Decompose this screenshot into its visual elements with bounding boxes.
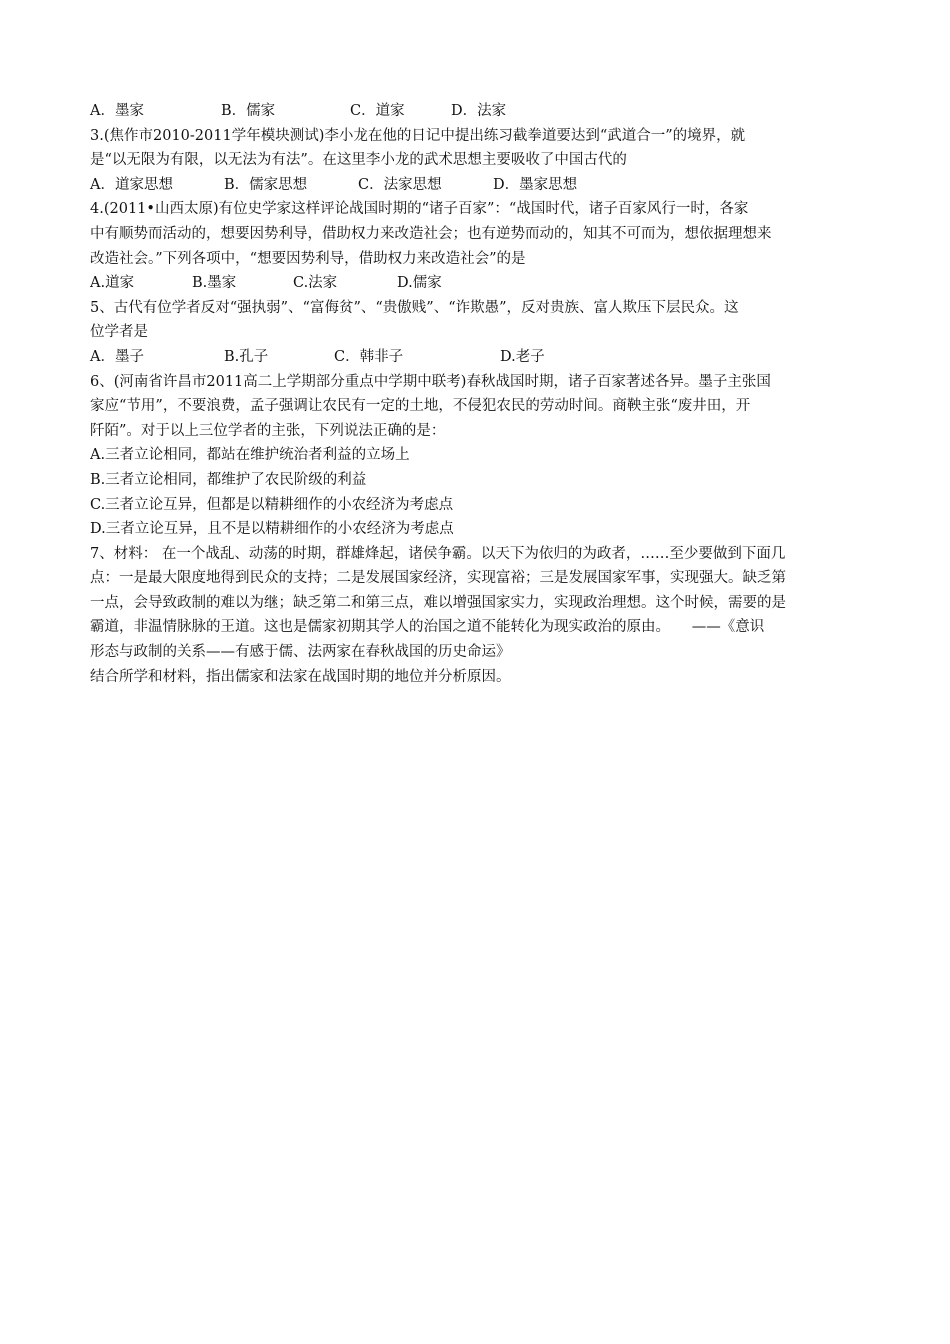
- q6-line-1: 6、(河南省许昌市2011高二上学期部分重点中学期中联考)春秋战国时期，诸子百家著述各异。墨子主张国: [90, 373, 771, 390]
- q4-line-2: 中有顺势而活动的，想要因势利导，借助权力来改造社会；也有逆势而动的，知其不可而为，想依据理想来: [90, 225, 772, 242]
- q6-option-b: B.三者立论相同，都维护了农民阶级的利益: [90, 471, 367, 488]
- q3-options: [90, 173, 865, 198]
- q5-option-a: A．墨子: [90, 348, 144, 365]
- q3-line-1: 3.(焦作市2010-2011学年模块测试)李小龙在他的日记中提出练习截拳道要达到“武道合一”的境界，就: [90, 127, 746, 144]
- q2-option-b: B．儒家: [221, 103, 276, 119]
- q4-option-c: C.法家: [293, 275, 338, 292]
- q4-option-d: D.儒家: [397, 275, 442, 292]
- q7-line-5: 形态与政制的关系——有感于儒、法两家在春秋战国的历史命运》: [90, 644, 511, 661]
- q6-option-c: C.三者立论互异，但都是以精耕细作的小农经济为考虑点: [90, 496, 454, 513]
- q7-line-6: 结合所学和材料，指出儒家和法家在战国时期的地位并分析原因。: [90, 668, 511, 685]
- q5-option-c: C．韩非子: [334, 348, 404, 365]
- q6-line-3: 阡陌”。对于以上三位学者的主张，下列说法正确的是：: [90, 422, 446, 439]
- question-6: [90, 370, 865, 542]
- q3-option-b: B．儒家思想: [224, 176, 308, 193]
- question-7: [90, 542, 865, 690]
- q4-line-3: 改造社会。”下列各项中，“想要因势利导，借助权力来改造社会”的是: [90, 250, 526, 267]
- q3-option-c: C．法家思想: [358, 176, 442, 193]
- q2-options: [90, 99, 865, 124]
- q2-option-d: D．法家: [451, 103, 507, 119]
- q4-options: [90, 271, 865, 296]
- q5-options: [90, 345, 865, 370]
- question-5: [90, 296, 865, 370]
- q2-option-a: A．墨家: [90, 103, 144, 119]
- q5-option-d: D.老子: [500, 348, 545, 365]
- q6-line-2: 家应“节用”，不要浪费，孟子强调让农民有一定的土地，不侵犯农民的劳动时间。商鞅主张“废井田，开: [90, 398, 751, 415]
- q2-option-c: C．道家: [350, 103, 405, 119]
- q7-line-4: 霸道，非温情脉脉的王道。这也是儒家初期其学人的治国之道不能转化为现实政治的原由。 ——《意识: [90, 619, 765, 636]
- q7-line-2: 点：一是最大限度地得到民众的支持；二是发展国家经济，实现富裕；三是发展国家军事，实现强大。缺乏第: [90, 570, 786, 587]
- q5-line-1: 5、古代有位学者反对“强执弱”、“富侮贫”、“贵傲贱”、“诈欺愚”，反对贵族、富人欺压下层民众。这: [90, 299, 739, 316]
- q4-line-1: 4.(2011•山西太原)有位史学家这样评论战国时期的“诸子百家”：“战国时代，诸子百家风行一时，各家: [90, 201, 749, 218]
- q4-option-b: B.墨家: [192, 275, 237, 292]
- question-4: [90, 197, 865, 295]
- q7-line-1: 7、材料： 在一个战乱、动荡的时期，群雄烽起，诸侯争霸。以天下为依归的为政者，……至少要做到下面几: [90, 545, 786, 562]
- question-3: [90, 124, 865, 198]
- q5-line-2: 位学者是: [90, 324, 148, 341]
- q5-option-b: B.孔子: [224, 348, 269, 365]
- q6-option-a: A.三者立论相同，都站在维护统治者利益的立场上: [90, 447, 410, 464]
- q7-line-3: 一点，会导致政制的难以为继；缺乏第二和第三点，难以增强国家实力，实现政治理想。这个时候，需要的是: [90, 594, 786, 611]
- q3-option-a: A．道家思想: [90, 176, 173, 193]
- q6-option-d: D.三者立论互异，且不是以精耕细作的小农经济为考虑点: [90, 521, 454, 538]
- q3-option-d: D．墨家思想: [493, 176, 578, 193]
- q4-option-a: A.道家: [90, 275, 135, 292]
- document-page: [90, 99, 865, 689]
- q3-line-2: 是“以无限为有限，以无法为有法”。在这里李小龙的武术思想主要吸收了中国古代的: [90, 152, 627, 169]
